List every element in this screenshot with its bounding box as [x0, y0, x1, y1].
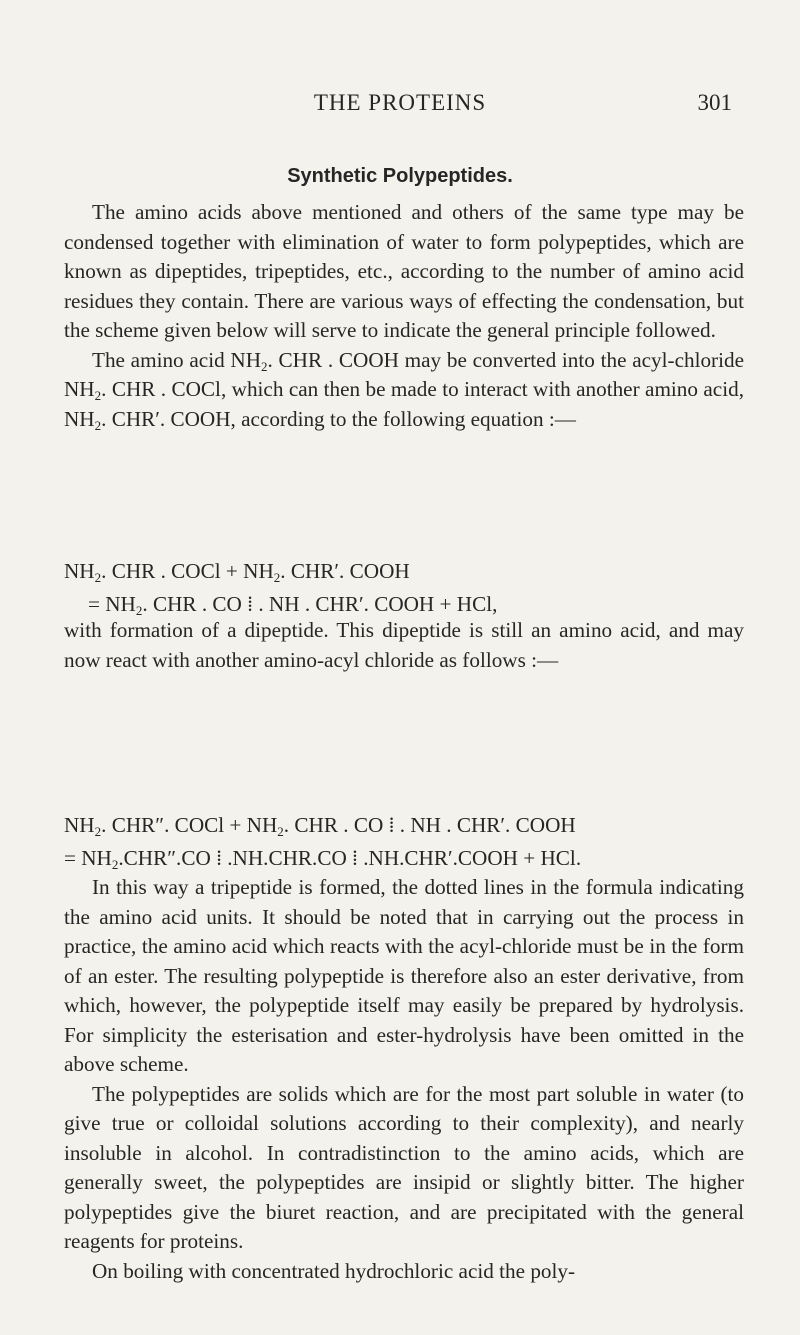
- paragraph-2: The amino acid $NH_2$. CHR . COOH may be converted into the acyl-chloride $NH_2$. CHR . COCl, which can then be made to interact with another amino acid, $NH_2$. CHR′. COOH, according to the following equation :—: [64, 347, 744, 433]
- paragraph-6: On boiling with concentrated hydrochloric acid the poly-: [92, 1258, 576, 1283]
- equation-tripeptide: [64, 809, 784, 875]
- body-text-middle: [64, 616, 744, 675]
- body-text-top: [64, 198, 744, 434]
- page-number: 301: [697, 90, 732, 115]
- running-head: THE PROTEINS: [313, 90, 487, 115]
- equation-2-line-1: $NH_2$. CHR″. COCl + $NH_2$. CHR . CO ⁞ . NH . CHR′. COOH: [64, 813, 576, 839]
- paragraph-3: with formation of a dipeptide. This dipeptide is still an amino acid, and may now react with another amino-acyl chloride as follows :—: [64, 618, 744, 672]
- equation-2-line-2: = $NH_2.CHR''.CO$ ⁞ .NH.CHR.CO ⁞ .NH.CHR′.COOH + HCl.: [64, 846, 582, 872]
- equation-1-line-1: $NH_2$. CHR . COCl + $NH_2$. CHR′. COOH: [64, 559, 410, 585]
- body-text-bottom: [64, 873, 744, 1286]
- paragraph-5: The polypeptides are solids which are for the most part soluble in water (to give true or colloidal solutions according to their complexity), and nearly insoluble in alcohol. In contradistinction to the amino acids, which are generally sweet, the polypeptides are insipid or slightly bitter. The higher polypeptides give the biuret reaction, and are precipitated with the general reagents for proteins.: [64, 1081, 744, 1253]
- equation-dipeptide: [64, 555, 784, 621]
- paragraph-1: The amino acids above mentioned and others of the same type may be condensed together with elimination of water to form polypeptides, which are known as dipeptides, tripeptides, etc., according to the number of amino acid residues they contain. There are various ways of effecting the condensation, but the scheme given below will serve to indicate the general principle followed.: [64, 200, 744, 342]
- paragraph-4: In this way a tripeptide is formed, the dotted lines in the formula indicating the amino acid units. It should be noted that in carrying out the process in practice, the amino acid which reacts with the acyl-chloride must be in the form of an ester. The resulting polypeptide is therefore also an ester derivative, from which, however, the polypeptide itself may easily be prepared by hydrolysis. For simplicity the esterisation and ester-hydrolysis have been omitted in the above scheme.: [64, 875, 744, 1076]
- section-title: Synthetic Polypeptides.: [287, 165, 513, 187]
- equation-1-line-2: = $NH_2$. CHR . CO ⁞ . NH . CHR′. COOH + HCl,: [88, 592, 498, 618]
